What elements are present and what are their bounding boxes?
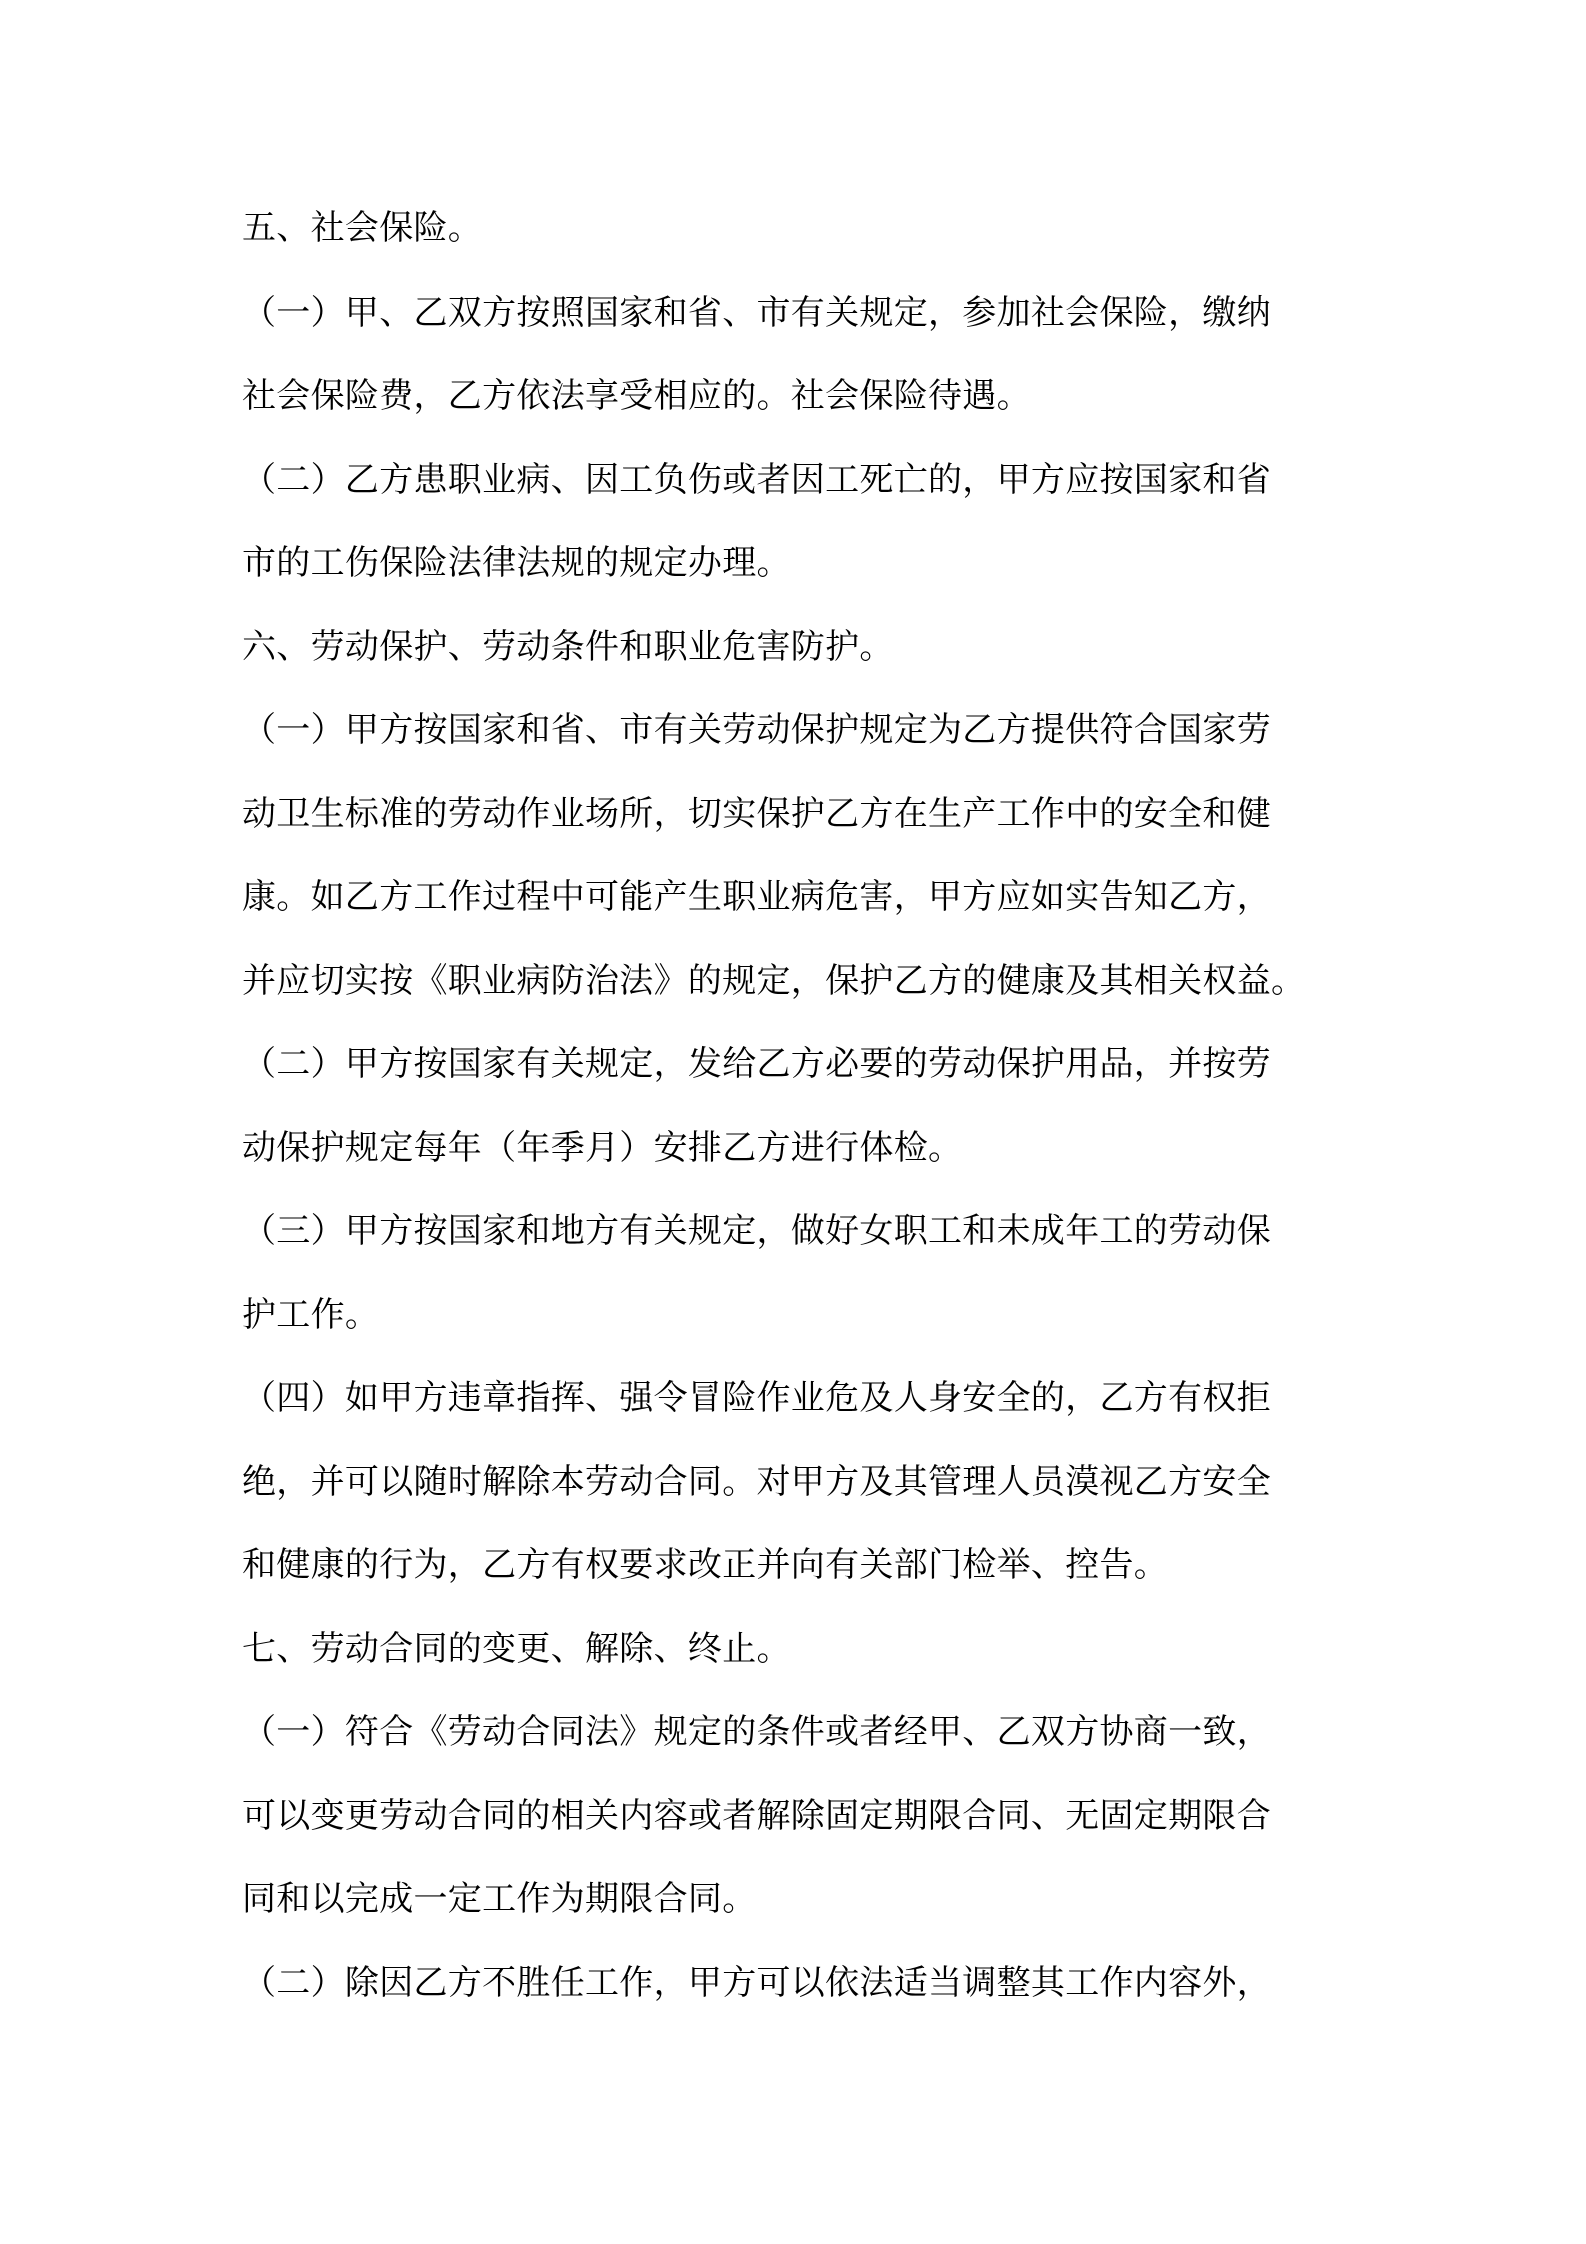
- paragraph-line: 同和以完成一定工作为期限合同。: [242, 1879, 757, 1919]
- paragraph-line: （三）甲方按国家和地方有关规定，做好女职工和未成年工的劳动保: [242, 1211, 1271, 1251]
- paragraph-line: （二）乙方患职业病、因工负伤或者因工死亡的，甲方应按国家和省: [242, 460, 1271, 500]
- paragraph-line: 可以变更劳动合同的相关内容或者解除固定期限合同、无固定期限合: [242, 1796, 1271, 1836]
- paragraph-line: 和健康的行为，乙方有权要求改正并向有关部门检举、控告。: [242, 1545, 1169, 1585]
- section-heading-labor-protection: 六、劳动保护、劳动条件和职业危害防护。: [242, 627, 894, 667]
- paragraph-line: （二）除因乙方不胜任工作，甲方可以依法适当调整其工作内容外，: [242, 1963, 1271, 2003]
- paragraph-line: 动卫生标准的劳动作业场所，切实保护乙方在生产工作中的安全和健: [242, 794, 1271, 834]
- paragraph-line: （四）如甲方违章指挥、强令冒险作业危及人身安全的，乙方有权拒: [242, 1378, 1271, 1418]
- paragraph-line: 康。如乙方工作过程中可能产生职业病危害，甲方应如实告知乙方，: [242, 877, 1271, 917]
- section-heading-social-insurance: 五、社会保险。: [242, 208, 483, 248]
- paragraph-line: （一）甲、乙双方按照国家和省、市有关规定，参加社会保险，缴纳: [242, 293, 1271, 333]
- paragraph-line: （二）甲方按国家有关规定，发给乙方必要的劳动保护用品，并按劳: [242, 1044, 1271, 1084]
- paragraph-line: 市的工伤保险法律法规的规定办理。: [242, 543, 791, 583]
- paragraph-line: 社会保险费，乙方依法享受相应的。社会保险待遇。: [242, 376, 1031, 416]
- section-heading-contract-changes: 七、劳动合同的变更、解除、终止。: [242, 1629, 791, 1669]
- paragraph-line: （一）甲方按国家和省、市有关劳动保护规定为乙方提供符合国家劳: [242, 710, 1271, 750]
- paragraph-line: 并应切实按《职业病防治法》的规定，保护乙方的健康及其相关权益。: [242, 961, 1306, 1001]
- paragraph-line: 护工作。: [242, 1295, 380, 1335]
- paragraph-line: 动保护规定每年（年季月）安排乙方进行体检。: [242, 1128, 963, 1168]
- paragraph-line: （一）符合《劳动合同法》规定的条件或者经甲、乙双方协商一致，: [242, 1712, 1271, 1752]
- paragraph-line: 绝，并可以随时解除本劳动合同。对甲方及其管理人员漠视乙方安全: [242, 1462, 1271, 1502]
